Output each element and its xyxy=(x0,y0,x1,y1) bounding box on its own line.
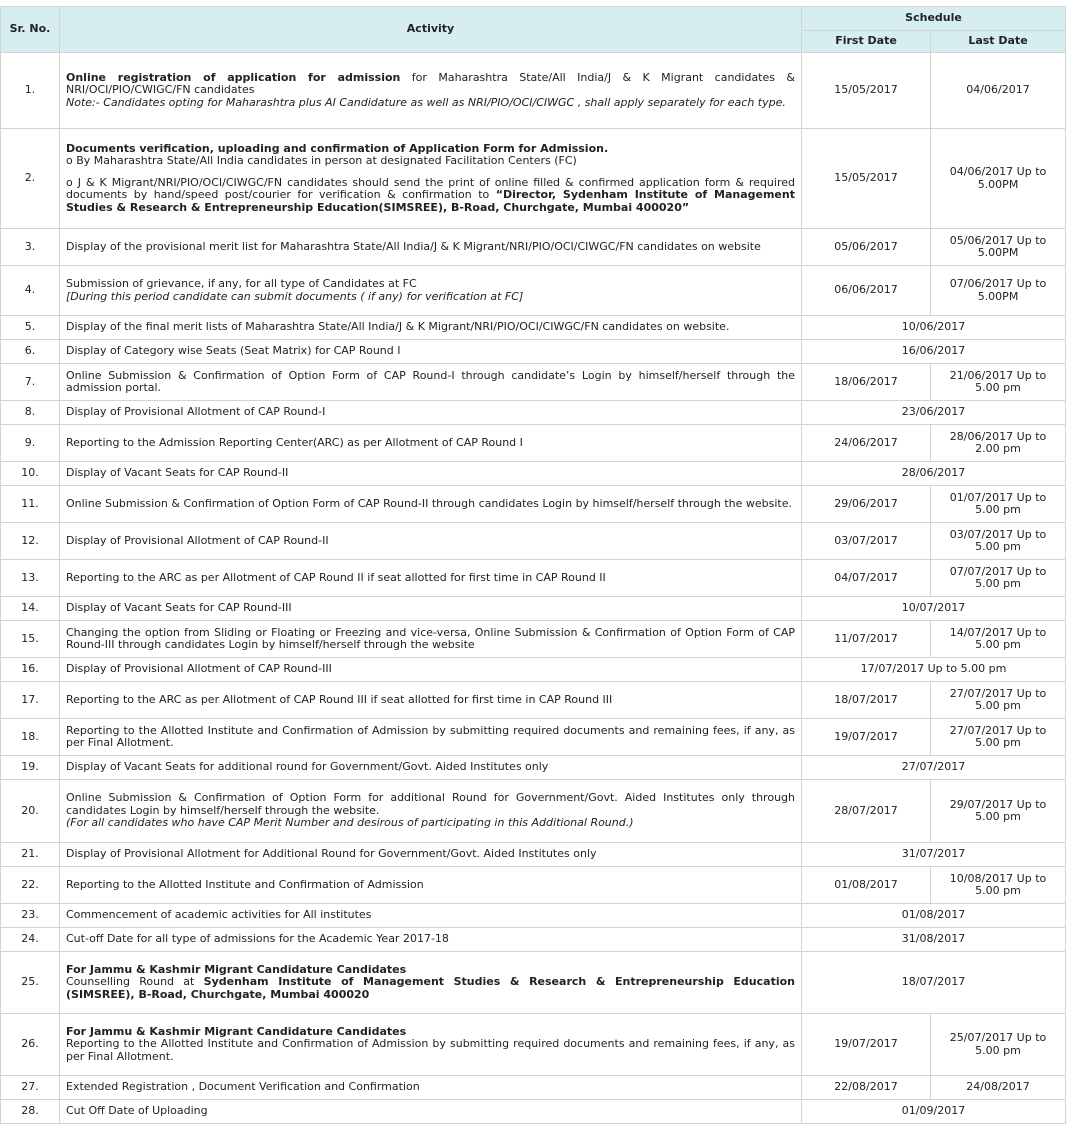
activity-address: “Director, Sydenham Institute of Management Studies & Research & Entrepreneurship Education(SIMSREE), B-Road, Churchgate, Mumbai 400020” xyxy=(66,188,795,214)
schedule-date: 10/07/2017 xyxy=(802,597,1066,621)
activity-title: Documents verification, uploading and confirmation of Application Form for Admission. xyxy=(66,141,609,155)
table-row xyxy=(1,364,1066,401)
activity-cell: Display of Provisional Allotment of CAP Round-III xyxy=(60,658,802,682)
row-number: 24. xyxy=(1,928,60,952)
last-date: 28/06/2017 Up to 2.00 pm xyxy=(931,425,1066,462)
activity-cell: Display of Vacant Seats for CAP Round-III xyxy=(60,597,802,621)
header-row xyxy=(1,7,1066,31)
table-row xyxy=(1,486,1066,523)
table-row xyxy=(1,462,1066,486)
table-row xyxy=(1,1100,1066,1124)
schedule-date: 28/06/2017 xyxy=(802,462,1066,486)
last-date: 27/07/2017 Up to 5.00 pm xyxy=(931,719,1066,756)
table-row xyxy=(1,780,1066,843)
first-date: 22/08/2017 xyxy=(802,1076,931,1100)
schedule-date: 17/07/2017 Up to 5.00 pm xyxy=(802,658,1066,682)
table-row xyxy=(1,523,1066,560)
table-row xyxy=(1,867,1066,904)
row-number: 28. xyxy=(1,1100,60,1124)
row-number: 7. xyxy=(1,364,60,401)
activity-title: For Jammu & Kashmir Migrant Candidature Candidates xyxy=(66,962,407,976)
row-number: 26. xyxy=(1,1014,60,1076)
row-number: 18. xyxy=(1,719,60,756)
activity-cell: Online Submission & Confirmation of Option Form of CAP Round-I through candidate’s Login by himself/herself through the admission portal. xyxy=(60,364,802,401)
row-number: 5. xyxy=(1,316,60,340)
schedule-date: 27/07/2017 xyxy=(802,756,1066,780)
activity-note: Note:- Candidates opting for Maharashtra plus AI Candidature as well as NRI/PIO/OCI/CIWGC , shall apply separately for each type. xyxy=(66,95,786,109)
activity-note: (For all candidates who have CAP Merit Number and desirous of participating in this Additional Round.) xyxy=(66,816,634,830)
last-date: 10/08/2017 Up to 5.00 pm xyxy=(931,867,1066,904)
schedule-date: 31/07/2017 xyxy=(802,843,1066,867)
row-number: 3. xyxy=(1,229,60,266)
first-date: 24/06/2017 xyxy=(802,425,931,462)
table-row xyxy=(1,843,1066,867)
table-row xyxy=(1,1076,1066,1100)
activity-line: o By Maharashtra State/All India candidates in person at designated Facilitation Centers (FC) xyxy=(66,154,577,168)
first-date: 19/07/2017 xyxy=(802,719,931,756)
table-row xyxy=(1,229,1066,266)
row-number: 21. xyxy=(1,843,60,867)
table-row xyxy=(1,129,1066,229)
first-date: 29/06/2017 xyxy=(802,486,931,523)
table-row xyxy=(1,340,1066,364)
table-row xyxy=(1,266,1066,316)
activity-text: Online Submission & Confirmation of Option Form for additional Round for Government/Govt. Aided Institutes only through candidates Login by himself/herself through the website. xyxy=(66,791,795,817)
last-date: 03/07/2017 Up to 5.00 pm xyxy=(931,523,1066,560)
row-number: 11. xyxy=(1,486,60,523)
activity-text: Counselling Round at xyxy=(66,975,204,989)
first-date: 04/07/2017 xyxy=(802,560,931,597)
row-number: 14. xyxy=(1,597,60,621)
activity-text: for Maharashtra State/All India/J & K Migrant candidates & NRI/OCI/PIO/CWIGC/FN candidates xyxy=(66,70,795,97)
schedule-date: 01/08/2017 xyxy=(802,904,1066,928)
activity-text: Reporting to the Allotted Institute and Confirmation of Admission by submitting required documents and remaining fees, if any, as per Final Allotment. xyxy=(66,1037,795,1063)
activity-title: For Jammu & Kashmir Migrant Candidature Candidates xyxy=(66,1024,407,1038)
table-row xyxy=(1,682,1066,719)
last-date: 25/07/2017 Up to 5.00 pm xyxy=(931,1014,1066,1076)
activity-cell: Reporting to the ARC as per Allotment of CAP Round III if seat allotted for first time in CAP Round III xyxy=(60,682,802,719)
activity-cell xyxy=(60,780,802,843)
schedule-header: Schedule xyxy=(802,7,1066,31)
table-row xyxy=(1,928,1066,952)
table-row xyxy=(1,658,1066,682)
activity-cell: Reporting to the ARC as per Allotment of CAP Round II if seat allotted for first time in CAP Round II xyxy=(60,560,802,597)
table-row xyxy=(1,53,1066,129)
row-number: 13. xyxy=(1,560,60,597)
first-date: 19/07/2017 xyxy=(802,1014,931,1076)
row-number: 12. xyxy=(1,523,60,560)
row-number: 16. xyxy=(1,658,60,682)
sr-no-header: Sr. No. xyxy=(1,7,60,53)
schedule-date: 23/06/2017 xyxy=(802,401,1066,425)
row-number: 20. xyxy=(1,780,60,843)
first-date: 05/06/2017 xyxy=(802,229,931,266)
activity-cell: Commencement of academic activities for All institutes xyxy=(60,904,802,928)
first-date: 03/07/2017 xyxy=(802,523,931,560)
activity-cell: Reporting to the Admission Reporting Center(ARC) as per Allotment of CAP Round I xyxy=(60,425,802,462)
row-number: 9. xyxy=(1,425,60,462)
activity-cell: Display of Vacant Seats for additional round for Government/Govt. Aided Institutes only xyxy=(60,756,802,780)
row-number: 23. xyxy=(1,904,60,928)
last-date: 21/06/2017 Up to 5.00 pm xyxy=(931,364,1066,401)
table-row xyxy=(1,621,1066,658)
last-date: 07/07/2017 Up to 5.00 pm xyxy=(931,560,1066,597)
table-row xyxy=(1,401,1066,425)
row-number: 17. xyxy=(1,682,60,719)
first-date: 18/07/2017 xyxy=(802,682,931,719)
activity-cell: Display of the final merit lists of Maharashtra State/All India/J & K Migrant/NRI/PIO/OCI/CIWGC/FN candidates on website. xyxy=(60,316,802,340)
row-number: 19. xyxy=(1,756,60,780)
schedule-date: 31/08/2017 xyxy=(802,928,1066,952)
activity-cell: Reporting to the Allotted Institute and Confirmation of Admission xyxy=(60,867,802,904)
activity-cell: Cut-off Date for all type of admissions for the Academic Year 2017-18 xyxy=(60,928,802,952)
activity-text: Submission of grievance, if any, for all type of Candidates at FC xyxy=(66,277,417,290)
schedule-date: 01/09/2017 xyxy=(802,1100,1066,1124)
last-date: 05/06/2017 Up to 5.00PM xyxy=(931,229,1066,266)
activity-cell xyxy=(60,1014,802,1076)
activity-cell: Extended Registration , Document Verification and Confirmation xyxy=(60,1076,802,1100)
activity-bold-lead: Online registration of application for admission xyxy=(66,70,401,84)
last-date: 27/07/2017 Up to 5.00 pm xyxy=(931,682,1066,719)
schedule-date: 16/06/2017 xyxy=(802,340,1066,364)
activity-cell: Display of Provisional Allotment of CAP Round-I xyxy=(60,401,802,425)
row-number: 1. xyxy=(1,53,60,129)
activity-cell xyxy=(60,266,802,316)
first-date-header: First Date xyxy=(802,31,931,53)
table-row xyxy=(1,425,1066,462)
last-date: 01/07/2017 Up to 5.00 pm xyxy=(931,486,1066,523)
schedule-date: 18/07/2017 xyxy=(802,952,1066,1014)
row-number: 8. xyxy=(1,401,60,425)
activity-cell: Display of Provisional Allotment of CAP Round-II xyxy=(60,523,802,560)
row-number: 27. xyxy=(1,1076,60,1100)
row-number: 6. xyxy=(1,340,60,364)
activity-header: Activity xyxy=(60,7,802,53)
row-number: 4. xyxy=(1,266,60,316)
admission-schedule-table xyxy=(0,6,1066,1124)
schedule-date: 10/06/2017 xyxy=(802,316,1066,340)
activity-note: [During this period candidate can submit documents ( if any) for verification at FC] xyxy=(66,289,524,303)
table-row xyxy=(1,597,1066,621)
first-date: 15/05/2017 xyxy=(802,53,931,129)
last-date: 29/07/2017 Up to 5.00 pm xyxy=(931,780,1066,843)
row-number: 22. xyxy=(1,867,60,904)
last-date: 07/06/2017 Up to 5.00PM xyxy=(931,266,1066,316)
first-date: 01/08/2017 xyxy=(802,867,931,904)
activity-cell: Display of Provisional Allotment for Additional Round for Government/Govt. Aided Institutes only xyxy=(60,843,802,867)
table-row xyxy=(1,904,1066,928)
first-date: 11/07/2017 xyxy=(802,621,931,658)
row-number: 15. xyxy=(1,621,60,658)
first-date: 06/06/2017 xyxy=(802,266,931,316)
activity-cell: Changing the option from Sliding or Floating or Freezing and vice-versa, Online Submission & Confirmation of Option Form of CAP Round-III through candidates Login by himself/herself through the website xyxy=(60,621,802,658)
last-date: 24/08/2017 xyxy=(931,1076,1066,1100)
activity-cell: Display of Vacant Seats for CAP Round-II xyxy=(60,462,802,486)
activity-cell: Display of Category wise Seats (Seat Matrix) for CAP Round I xyxy=(60,340,802,364)
last-date: 14/07/2017 Up to 5.00 pm xyxy=(931,621,1066,658)
table-row xyxy=(1,316,1066,340)
row-number: 10. xyxy=(1,462,60,486)
first-date: 18/06/2017 xyxy=(802,364,931,401)
activity-cell xyxy=(60,53,802,129)
last-date: 04/06/2017 Up to 5.00PM xyxy=(931,129,1066,229)
first-date: 28/07/2017 xyxy=(802,780,931,843)
activity-cell xyxy=(60,952,802,1014)
activity-cell: Online Submission & Confirmation of Option Form of CAP Round-II through candidates Login by himself/herself through the website. xyxy=(60,486,802,523)
table-row xyxy=(1,952,1066,1014)
activity-cell: Reporting to the Allotted Institute and Confirmation of Admission by submitting required documents and remaining fees, if any, as per Final Allotment. xyxy=(60,719,802,756)
activity-cell: Cut Off Date of Uploading xyxy=(60,1100,802,1124)
table-row xyxy=(1,719,1066,756)
activity-line: o J & K Migrant/NRI/PIO/OCI/CIWGC/FN candidates should send the print of online filled & confirmed application form & required documents by hand/speed post/courier for verification & confirmation to xyxy=(66,175,795,202)
first-date: 15/05/2017 xyxy=(802,129,931,229)
table-row xyxy=(1,1014,1066,1076)
row-number: 25. xyxy=(1,952,60,1014)
row-number: 2. xyxy=(1,129,60,229)
table-row xyxy=(1,560,1066,597)
last-date-header: Last Date xyxy=(931,31,1066,53)
activity-cell: Display of the provisional merit list for Maharashtra State/All India/J & K Migrant/NRI/PIO/OCI/CIWGC/FN candidates on website xyxy=(60,229,802,266)
activity-cell xyxy=(60,129,802,229)
table-row xyxy=(1,756,1066,780)
last-date: 04/06/2017 xyxy=(931,53,1066,129)
activity-address: Sydenham Institute of Management Studies & Research & Entrepreneurship Education (SIMSREE), B-Road, Churchgate, Mumbai 400020 xyxy=(66,975,796,1001)
